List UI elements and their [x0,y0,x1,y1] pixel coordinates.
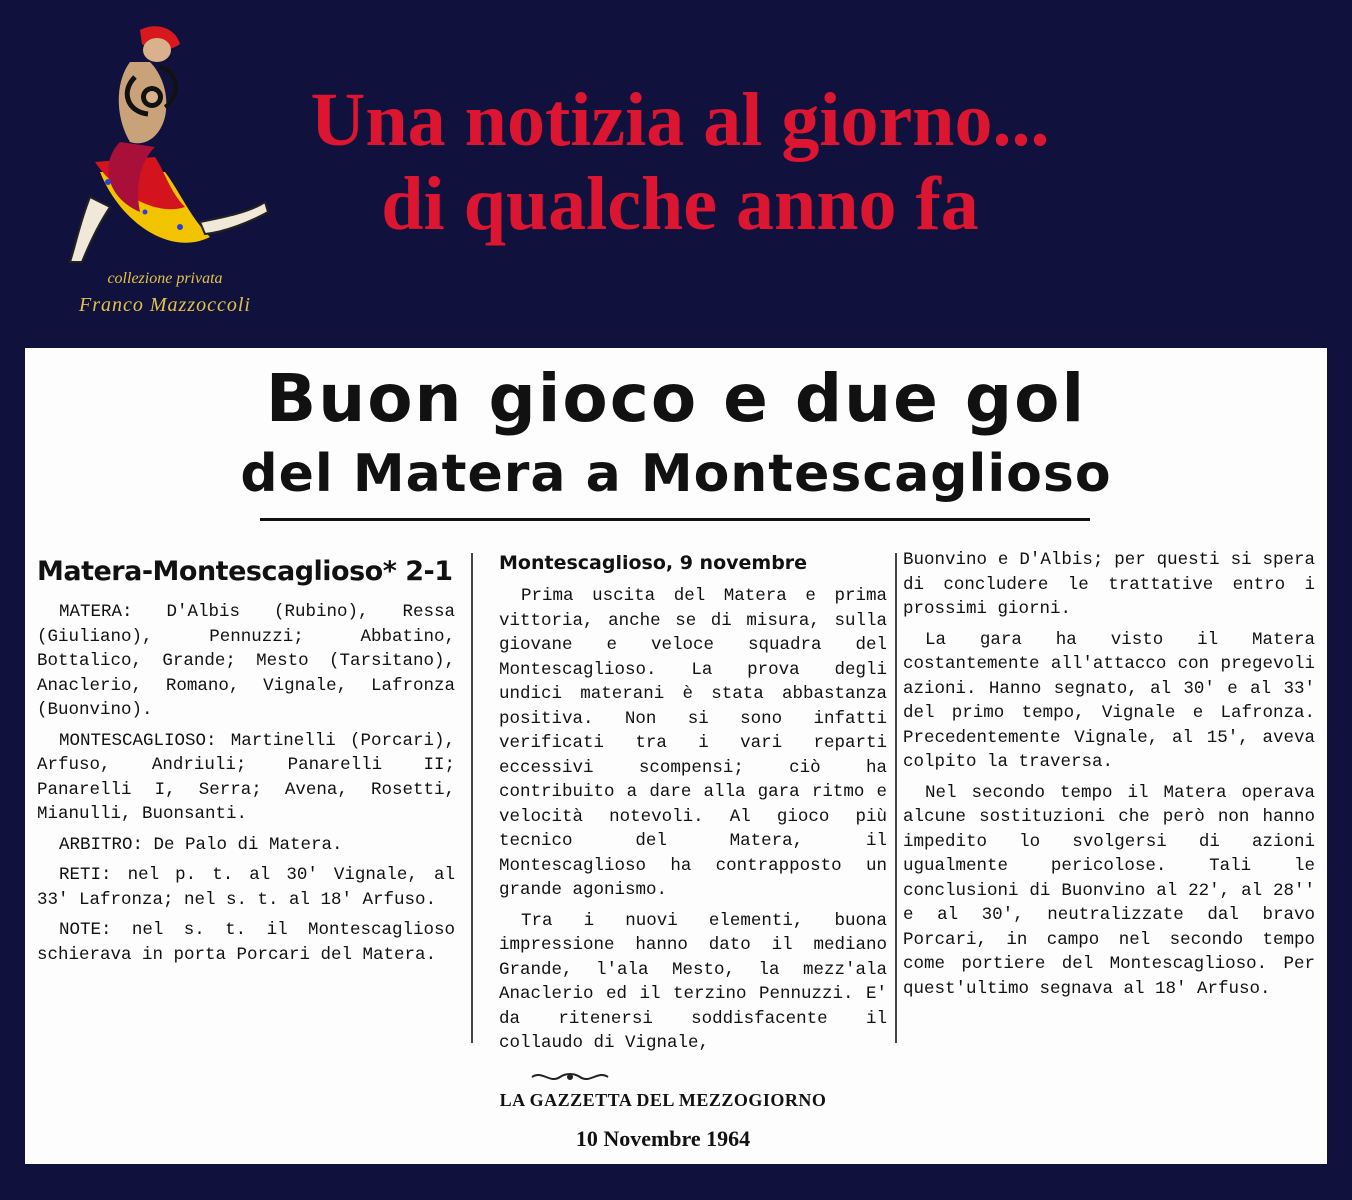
column-divider [895,553,897,1043]
newspaper-source: LA GAZZETTA DEL MEZZOGIORNO [499,1090,827,1110]
referee: ARBITRO: De Palo di Matera. [59,834,343,855]
column-divider [471,553,473,1043]
headline-line-1: Una notizia al giorno... [310,78,1050,162]
article-subtitle: del Matera a Montescaglioso [240,444,1112,504]
article-column-2 [499,548,887,1062]
body-paragraph: La gara ha visto il Matera costantemente all'attacco con pregevoli azioni. Hanno segnato, al 30' e al 33' del primo tempo, Vignale e Lafronza. Precedentemente Vignale, al 15', aveva colpito la traversa. [903,629,1315,772]
newspaper-clipping [25,348,1327,1164]
body-paragraph: Prima uscita del Matera e prima vittoria, anche se di misura, sulla giovane e veloce squadra del Montescaglioso. La prova degli undici materani è stata abbastanza positiva. Non si sono infatti verificati tra i vari reparti eccessivi scompensi; ciò ha contribuito a dare alla gara ritmo e velocità notevoli. Al gioco più tecnico del Matera, il Montescaglioso ha contrapposto un grande agonismo. [499,586,887,900]
dateline: Montescaglioso, 9 novembre [499,552,808,574]
ornament-icon [530,1070,610,1084]
article-title: Buon gioco e due gol [265,360,1087,437]
lineup-matera: MATERA: D'Albis (Rubino), Ressa (Giuliano), Pennuzzi; Abbatino, Bottalico, Grande; Mesto (Tarsitano), Anaclerio, Romano, Vignale, Lafronza (Buonvino). [37,602,455,720]
logo-caption-collection: collezione privata [107,270,223,287]
publication-date: 10 Novembre 1964 [575,1126,751,1151]
title-divider [260,518,1090,521]
article-column-1 [37,548,455,973]
match-score: Matera-Montescaglioso* 2-1 [37,556,453,587]
logo-caption [50,270,280,317]
body-paragraph: Nel secondo tempo il Matera operava alcune sostituzioni che però non hanno impedito lo svolgersi di azioni ugualmente pericolose. Tali le conclusioni di Buonvino al 22', al 28'' e al 30', neutralizzate dal bravo Porcari, in campo nel secondo tempo come portiere del Montescaglioso. Per quest'ultimo segnava al 18' Arfuso. [903,782,1315,999]
headline-line-2: di qualche anno fa [381,162,979,246]
article-column-3 [903,548,1315,1007]
body-paragraph: Tra i nuovi elementi, buona impressione hanno dato il mediano Grande, l'ala Mesto, la mezz'ala Anaclerio ed il terzino Pennuzzi. E' da ritenersi soddisfacente il collaudo di Vignale, [499,910,887,1053]
body-continuation: Buonvino e D'Albis; per questi si spera di concludere le trattative entro i prossimi giorni. [903,550,1315,619]
goals: RETI: nel p. t. al 30' Vignale, al 33' Lafronza; nel s. t. al 18' Arfuso. [37,865,455,910]
notes: NOTE: nel s. t. il Montescaglioso schierava in porta Porcari del Matera. [37,920,455,965]
lineup-montescaglioso: MONTESCAGLIOSO: Martinelli (Porcari), Arfuso, Andriuli; Panarelli II; Panarelli I, Serra; Avena, Rosetti, Mianulli, Buonsanti. [37,730,455,824]
logo-caption-owner: Franco Mazzoccoli [79,294,251,316]
page-headline [200,78,1160,246]
